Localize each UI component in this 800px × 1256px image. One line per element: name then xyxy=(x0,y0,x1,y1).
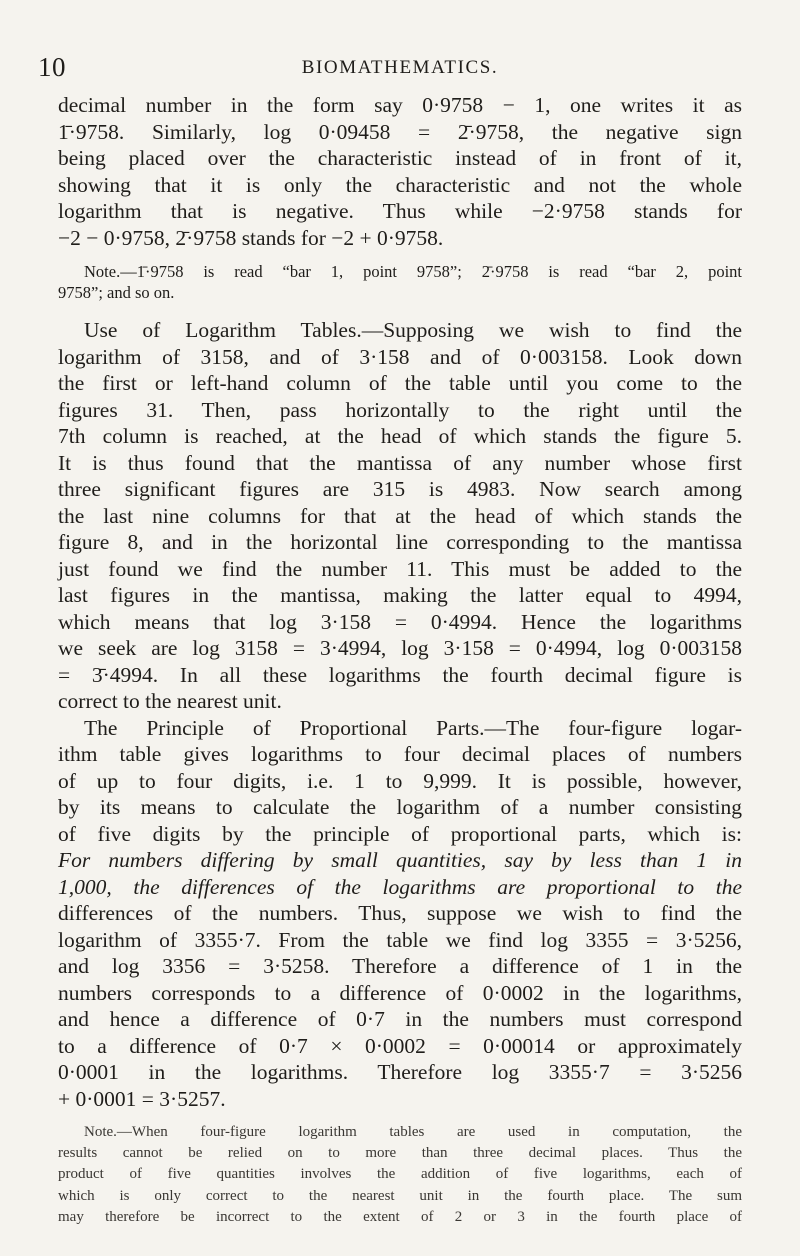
text-line: logarithm that is negative. Thus while −2·9758 stands for xyxy=(58,199,742,223)
running-title: BIOMATHEMATICS. xyxy=(301,57,499,78)
note-line: product of five quantities involves the addition of five logarithms, each of xyxy=(58,1166,742,1183)
text-line: 7th column is reached, at the head of which stands the figure 5. xyxy=(58,424,742,448)
page-number: 10 xyxy=(38,52,66,82)
text-line: differences of the numbers. Thus, suppose we wish to find the xyxy=(58,901,742,925)
text-line: we seek are log 3158 = 3·4994, log 3·158 = 0·4994, log 0·003158 xyxy=(58,636,742,660)
text-line: three significant figures are 315 is 4983. Now search among xyxy=(58,477,742,501)
text-line: numbers corresponds to a difference of 0·0002 in the logarithms, xyxy=(58,980,742,1005)
note-line: Note.—When four-figure logarithm tables are used in computation, the xyxy=(84,1124,742,1140)
text-line: being placed over the characteristic instead of in front of it, xyxy=(58,146,742,170)
text-line: 0·0001 in the logarithms. Therefore log 3355·7 = 3·5256 xyxy=(58,1060,742,1084)
text-line: + 0·0001 = 3·5257. xyxy=(58,1086,226,1111)
text-line: of up to four digits, i.e. 1 to 9,999. It is possible, however, xyxy=(58,768,742,793)
note-line: which is only correct to the nearest unit in the fourth place. The sum xyxy=(58,1187,742,1204)
text-line: = 3̄·4994. In all these logarithms the fourth decimal figure is xyxy=(58,662,742,687)
text-line: decimal number in the form say 0·9758 − 1, one writes it as xyxy=(58,93,742,117)
text-line: 1,000, the differences of the logarithms are proportional to the xyxy=(58,874,742,899)
note-line: may therefore be incorrect to the extent of 2 or 3 in the fourth place of xyxy=(58,1208,742,1225)
text-line: figures 31. Then, pass horizontally to the right until the xyxy=(58,397,742,422)
text-line: correct to the nearest unit. xyxy=(58,689,282,713)
text-line: just found we find the number 11. This must be added to the xyxy=(58,556,742,581)
section-heading-line: Use of Logarithm Tables.—Supposing we wish to find the xyxy=(84,318,742,342)
text-line: It is thus found that the mantissa of any number whose first xyxy=(58,450,742,475)
note-line: Note.—1̄·9758 is read “bar 1, point 9758”; 2̄·9758 is read “bar 2, point xyxy=(84,262,742,281)
note-line: 9758”; and so on. xyxy=(58,283,175,302)
text-line: last figures in the mantissa, making the latter equal to 4994, xyxy=(58,583,742,607)
text-line: by its means to calculate the logarithm of a number consisting xyxy=(58,795,742,819)
text-line: −2 − 0·9758, 2̄·9758 stands for −2 + 0·9758. xyxy=(58,225,444,250)
text-line: which means that log 3·158 = 0·4994. Hence the logarithms xyxy=(58,609,742,634)
text-line: logarithm of 3355·7. From the table we find log 3355 = 3·5256, xyxy=(58,927,742,952)
text-line: and hence a difference of 0·7 in the numbers must correspond xyxy=(58,1007,742,1031)
text-line: 1̄·9758. Similarly, log 0·09458 = 2̄·9758, the negative sign xyxy=(58,119,742,144)
body-text xyxy=(58,92,742,1228)
note-line: results cannot be relied on to more than three decimal places. Thus the xyxy=(58,1145,742,1162)
text-line: showing that it is only the characteristic and not the whole xyxy=(58,172,742,197)
text-line: of five digits by the principle of proportional parts, which is: xyxy=(58,821,742,846)
text-line: the first or left-hand column of the table until you come to the xyxy=(58,371,742,395)
text-line: the last nine columns for that at the head of which stands the xyxy=(58,503,742,528)
section-heading-line: The Principle of Proportional Parts.—The four-figure logar- xyxy=(84,715,742,740)
text-line: and log 3356 = 3·5258. Therefore a difference of 1 in the xyxy=(58,954,742,978)
text-line: figure 8, and in the horizontal line corresponding to the mantissa xyxy=(58,530,742,554)
text-line: logarithm of 3158, and of 3·158 and of 0·003158. Look down xyxy=(58,344,742,369)
text-line: For numbers differing by small quantities, say by less than 1 in xyxy=(58,848,742,872)
text-line: to a difference of 0·7 × 0·0002 = 0·00014 or approximately xyxy=(58,1033,742,1058)
text-line: ithm table gives logarithms to four decimal places of numbers xyxy=(58,742,742,766)
